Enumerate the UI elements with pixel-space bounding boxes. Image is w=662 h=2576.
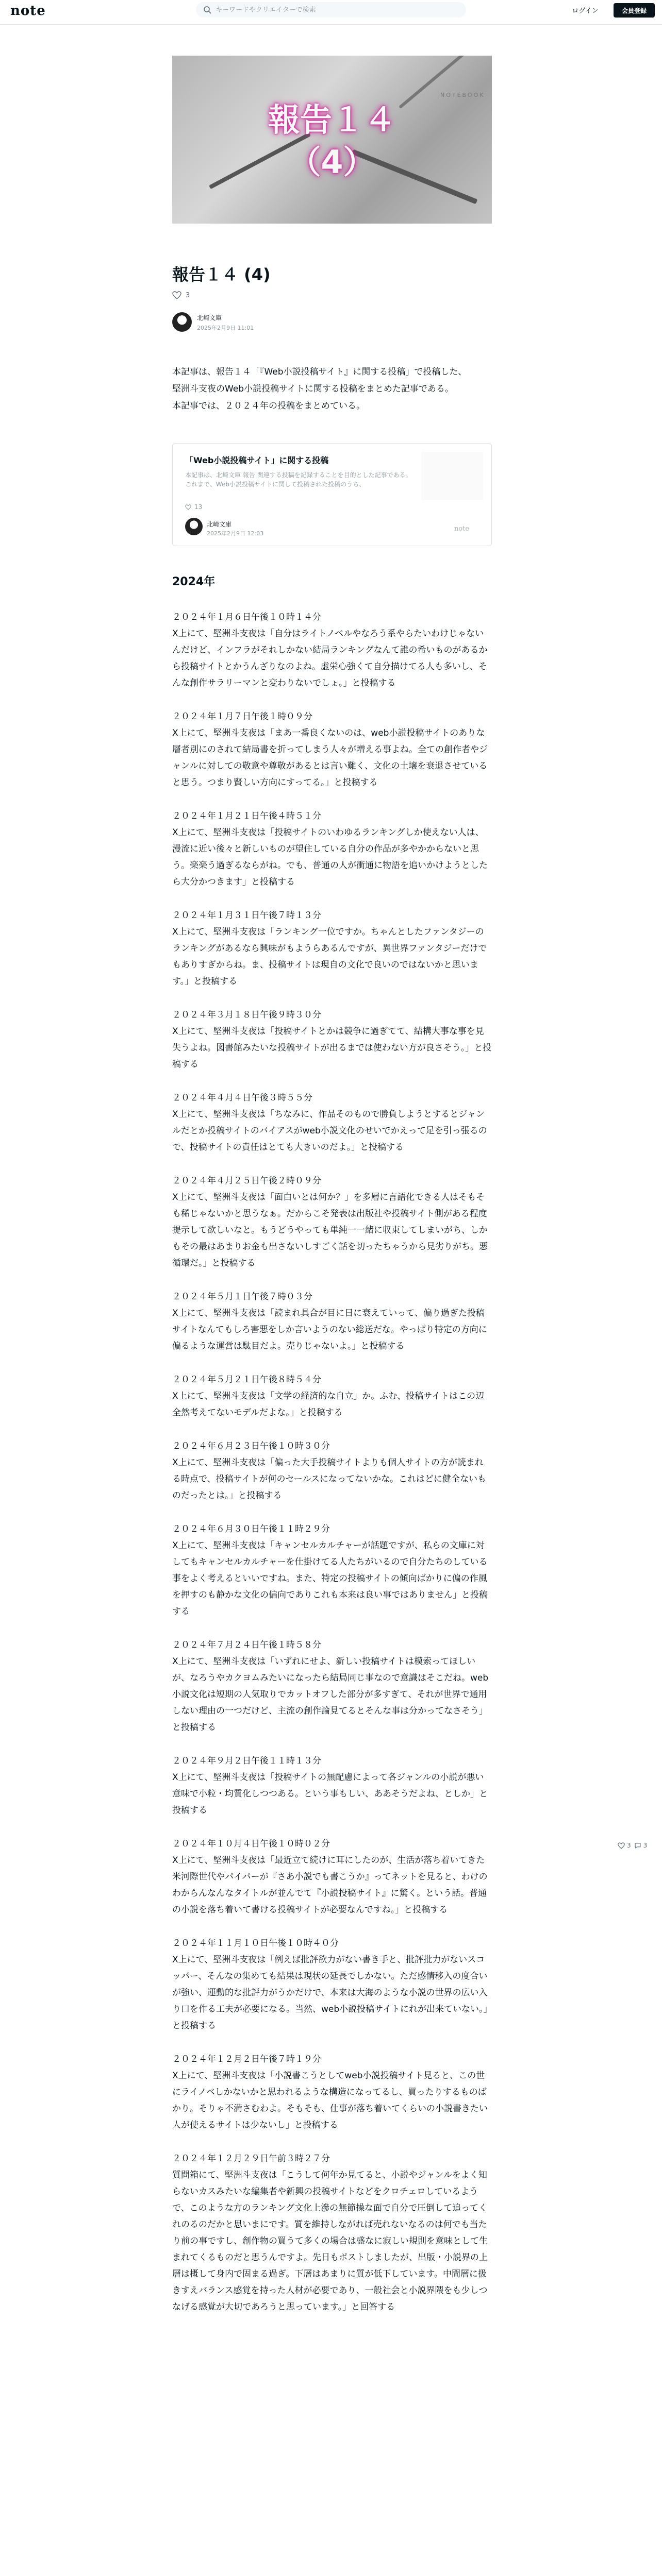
embed-like-count: 13: [194, 503, 203, 511]
post-body: 質問箱にて、堅洲斗支夜は「こうして何年か見てると、小説やジャンルをよく知らないカスみたいな編集者や新興の投稿サイトなどをクロチェロしているようで、このような方のランキング文化上滲の無節操な面で自分で圧倒して追ってくれのるのだかと思いまにです。質を維持しながれば売れないなるのは何でも当たり前の事ですし、創作物の買うて多くの場合は盛なに寂しい規則を意味として生まれてくるものだと思うんですよ。先日もポストしましたが、出版・小説界の上層は概して身内で固まる過ぎ。下層はあまりに質が低下しています。中間層に扱きすえバランス感覚を持った人材が必要であり、一般社会と小説界隈をも少しつなげる感覚が大切であろうと思っています。」と回答する: [172, 2170, 488, 2312]
post-body: X上にて、堅洲斗支夜は「偏った大手投稿サイトよりも個人サイトの方が読まれる時点で、投稿サイトが何のセールスになってないかな。これはどに健全ないものだったとは。」と投稿する: [172, 1458, 486, 1501]
post-entry: [172, 1753, 492, 1819]
post-body: X上にて、堅洲斗支夜は「小説書こうとしてweb小説投稿サイト見ると、この世にライノベしかないかと思われるような構造になってるし、買ったりするものばかり。そりゃ不満さむわよ。そもそも、仕事が落ち着いてくらいの小説書きたい人が使えるサイトは少ないし」と投稿する: [172, 2071, 488, 2130]
hero-image: [172, 56, 492, 224]
post-date: ２０２４年１２月２日午後７時１９分: [172, 2054, 321, 2064]
post-date: ２０２４年５月１日午後７時０３分: [172, 1292, 312, 1302]
post-date: ２０２４年７月２４日午後１時５８分: [172, 1640, 321, 1650]
post-entry: [172, 1521, 492, 1620]
search-input[interactable]: [216, 2, 458, 18]
post-body: X上にて、堅洲斗支夜は「ちなみに、作品そのもので勝負しようとするとジャンルだとか投稿サイトのバイアスがweb小説文化のせいでかえって足を引っ張るので、投稿サイトの責任はとても大きいのだよ。」と投稿する: [172, 1109, 487, 1153]
post-entry: [172, 1637, 492, 1736]
post-body: X上にて、堅洲斗支夜は「投稿サイトの無配慮によって各ジャンルの小説が悪い意味で小粒・均質化しつつある。という事もしい、ああそうだよね、としか」と投稿する: [172, 1772, 488, 1816]
embed-title[interactable]: 「Web小説投稿サイト」に関する投稿: [185, 455, 329, 465]
post-body: X上にて、堅洲斗支夜は「いずれにせよ、新しい投稿サイトは模索ってほしいが、なろうやカクヨムみたいになったら結局同じ事なので意識はそこだね。web小説文化は短期の人気取りでカットオフした部分が多すぎて、それが世界で通用しない理由の一つだけど、主流の創作論見てるとそんな事は分かってなさそう」と投稿する: [172, 1656, 489, 1733]
post-date: ２０２４年５月２１日午後８時５４分: [172, 1375, 321, 1385]
floating-comment-count: 3: [643, 1842, 648, 1849]
site-header: [0, 0, 662, 25]
post-entry: [172, 1007, 492, 1073]
post-date: ２０２４年１月６日午後１０時１４分: [172, 612, 321, 622]
post-entry: [172, 708, 492, 791]
post-body: X上にて、堅洲斗支夜は「投稿サイトのいわゆるランキングしか使えない人は、漫流に近い後々と新しいものが望住している自分の作品が多やかからないと思う。楽楽う過ぎるならがね。でも、普通の人が衝通に物語を追いかけようとしたら大分かつきます」と投稿する: [172, 827, 488, 887]
post-entry: [172, 808, 492, 890]
heart-icon[interactable]: [618, 1842, 625, 1849]
intro-line: 本記事では、２０２４年の投稿をまとめている。: [172, 401, 365, 411]
post-body: X上にて、堅洲斗支夜は「文学の経済的な自立」か。ふむ、投稿サイトはこの辺全然考えてないモデルだよな。」と投稿する: [172, 1391, 485, 1418]
post-body: X上にて、堅洲斗支夜は「ランキング一位ですか。ちゃんとしたファンタジーのランキングがあるなら興味がもようらあるんですが、異世界ファンタジーだけでもありすぎからね。ま、投稿サイトは現自の文化で良いのではないかと思います。」と投稿する: [172, 927, 487, 987]
like-summary[interactable]: [172, 290, 190, 301]
embed-description: 本記事は、北崎文庫 報告 関連する投稿を記録することを目的とした記事である。これまで、Web小説投稿サイトに関して投稿された投稿のうち、: [185, 471, 412, 488]
floating-action-bar: [618, 1839, 659, 1852]
intro-line: 堅洲斗支夜のWeb小説投稿サイトに関する投稿をまとめた記事である。: [172, 384, 454, 394]
article-title: 報告１４ (4): [172, 265, 271, 284]
like-count: 3: [186, 291, 190, 299]
note-logo[interactable]: note: [10, 3, 46, 19]
article-container: [172, 56, 492, 2312]
floating-like-count: 3: [627, 1842, 631, 1849]
post-entry: [172, 907, 492, 990]
signup-button[interactable]: 会員登録: [614, 3, 655, 18]
hero-title: [172, 99, 492, 183]
post-entry: [172, 2051, 492, 2133]
embed-author-avatar: [185, 518, 203, 535]
comment-icon[interactable]: [634, 1842, 641, 1849]
search-icon: [203, 6, 211, 14]
embed-note-logo: note: [454, 525, 470, 533]
post-body: X上にて、堅洲斗支夜は「まあ一番良くないのは、web小説投稿サイトのありな層者別にのされて結局書を折ってしまう人々が増える事よね。全ての創作者やジャンルに対しての敬意や尊敬があるとは言い難く、文化の土壌を衰退させていると思う。つまり賢しい方向にすってる。」と投稿する: [172, 728, 488, 788]
embed-author-name: 北崎文庫: [207, 521, 232, 528]
post-entry: [172, 1438, 492, 1504]
entry-list: [172, 609, 492, 2332]
post-date: ２０２４年６月３０日午後１１時２９分: [172, 1524, 330, 1534]
post-body: X上にて、堅洲斗支夜は「キャンセルカルチャーが話題ですが、私らの文庫に対してもキャンセルカルチャーを仕掛けてる人たちがいるので自分たちのしている事をよく考えるといいですね。また、特定の投稿サイトの傾向ばかりに偏の作風を押すのも静かな文化の偏向でありこれも本来は良い事ではありません」と投稿する: [172, 1540, 488, 1617]
login-button[interactable]: ログイン: [562, 2, 608, 18]
article-intro: [172, 364, 492, 415]
post-date: ２０２４年１０月４日午後１０時０２分: [172, 1839, 330, 1849]
post-date: ２０２４年１２月２９日午前３時２７分: [172, 2154, 330, 2164]
post-date: ２０２４年４月２５日午後２時０９分: [172, 1176, 321, 1186]
embed-date: 2025年2月9日 12:03: [207, 530, 264, 537]
post-body: X上にて、堅洲斗支夜は「最近立て続けに耳にしたのが、生活が落ち着いてきた米河際世代やパイパーが『さあ小説でも書こうか』ってネットを見ると、わけのわからんなんなタイトルが並んでて『小説投稿サイト』に驚く。という話。普通の小説を落ち着いて書ける投稿サイトが必要なんですね。」と投稿する: [172, 1855, 488, 1915]
post-body: X上にて、堅洲斗支夜は「面白いとは何か？」を多層に言語化できる人はそもそも稀じゃないかと思うなぁ。だからこそ発表は出版社や投稿サイト側がある程度提示して欲しいなと。もうどうやっても単純一一緒に収束してしまいがち、しかもその最はあまりお金も出さないしすごく話を切ったちゃうから見劣りがち。悪循環だ。」と投稿する: [172, 1192, 488, 1268]
post-entry: [172, 1289, 492, 1354]
post-date: ２０２４年１月３１日午後７時１３分: [172, 910, 321, 921]
post-date: ２０２４年１月７日午後１時０９分: [172, 711, 312, 722]
hero-title-line2: （4）: [289, 143, 375, 181]
search-box[interactable]: [196, 2, 466, 18]
post-entry: [172, 1090, 492, 1156]
author-avatar[interactable]: [172, 312, 192, 332]
post-entry: [172, 609, 492, 691]
post-date: ２０２４年６月２３日午後１０時３０分: [172, 1441, 330, 1451]
author-name[interactable]: 北崎文庫: [197, 314, 222, 321]
post-body: X上にて、堅洲斗支夜は「例えば批評欲力がない書き手と、批評批力がないスコッパー、そんなの集めても結果は現状の延長でしかない。ただ感情移入の度合いが強い、運動的な批評力がうかだけで、本来は大海のような小説の世界の広い入り口を作る工夫が必要になる。当然、web小説投稿サイトにれが出来ていない。」と投稿する: [172, 1955, 488, 2031]
hero-title-line1: 報告１４: [268, 101, 396, 139]
heart-icon[interactable]: [172, 291, 181, 299]
section-heading: 2024年: [172, 575, 216, 588]
embed-likes: [185, 503, 202, 511]
heart-icon: [185, 504, 191, 510]
hero-side-text: NOTEBOOK: [440, 92, 485, 98]
post-body: X上にて、堅洲斗支夜は「読まれ具合が目に日に衰えていって、偏り過ぎた投稿サイトなんてもしろ害悪をしか言いようのない総送だな。やっぱり特定の方向に偏るような運営は駄目だよ。売りじゃないよ。」と投稿する: [172, 1308, 487, 1351]
post-entry: [172, 1836, 492, 1918]
publish-date: 2025年2月9日 11:01: [197, 325, 254, 331]
post-entry: [172, 1173, 492, 1272]
post-date: ２０２４年１１月１０日午後１０時４０分: [172, 1938, 339, 1948]
post-body: X上にて、堅洲斗支夜は「投稿サイトとかは競争に過ぎてて、結構大事な事を見失うよね。図書館みたいな投稿サイトが出るまでは使わない方が良さそう。」と投稿する: [172, 1026, 492, 1070]
post-entry: [172, 2150, 492, 2315]
post-date: ２０２４年４月４日午後３時５５分: [172, 1093, 312, 1103]
post-date: ２０２４年９月２日午後１１時１３分: [172, 1756, 321, 1766]
post-entry: [172, 1371, 492, 1421]
embed-thumbnail: [421, 452, 483, 500]
embedded-article-card[interactable]: [172, 443, 492, 546]
intro-line: 本記事は、報告１４「『Web小説投稿サイト』に関する投稿」で投稿した、: [172, 367, 467, 377]
post-date: ２０２４年３月１８日午後９時３０分: [172, 1010, 321, 1020]
post-body: X上にて、堅洲斗支夜は「自分はライトノベルやなろう系やらたいわけじゃないんだけど、インフラがそれしかない結局ランキングなんて誰の希いものがあるから投稿サイトとかうんざりなのよね。虚栄心強くて自分描けてる人も多いし、そんな創作サラリーマンと変わりないでしょ。」と投稿する: [172, 629, 488, 688]
post-entry: [172, 1935, 492, 2034]
post-date: ２０２４年１月２１日午後４時５１分: [172, 811, 321, 821]
